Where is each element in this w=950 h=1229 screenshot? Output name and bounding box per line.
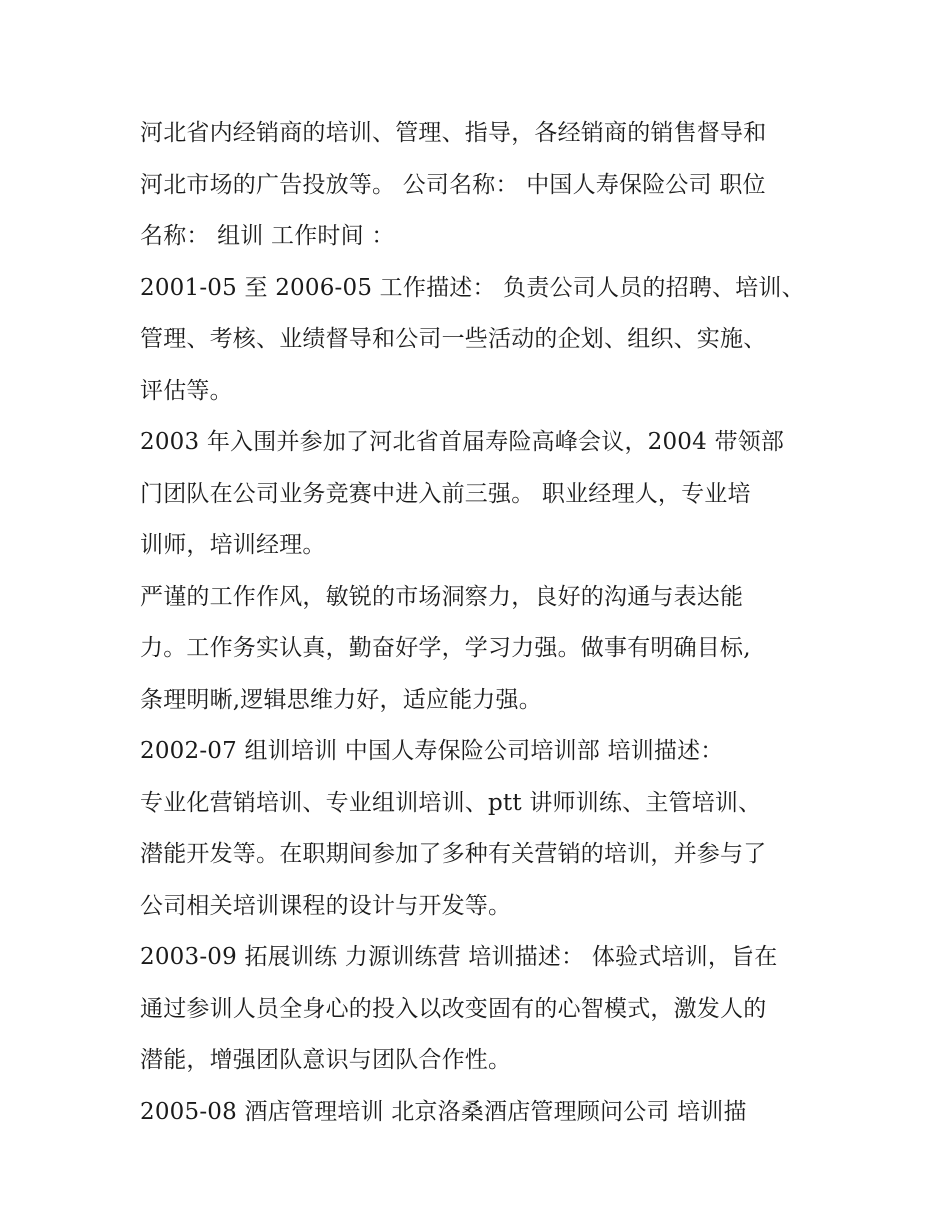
text-line: 2005-08 酒店管理培训 北京洛桑酒店管理顾问公司 培训描 [140, 1098, 747, 1125]
text-line: 2003-09 拓展训练 力源训练营 培训描述： 体验式培训，旨在 [140, 944, 778, 970]
text-line: 潜能开发等。在职期间参加了多种有关营销的培训，并参与了 [140, 841, 767, 867]
text-line: 专业化营销培训、专业组训培训、ptt 讲师训练、主管培训、 [140, 789, 762, 816]
text-line: 2001-05 至 2006-05 工作描述： 负责公司人员的招聘、培训、 [140, 274, 805, 301]
text-line: 管理、考核、业绩督导和公司一些活动的企划、组织、实施、 [140, 326, 767, 352]
text-line: 严谨的工作作风，敏锐的市场洞察力，良好的沟通与表达能 [140, 583, 744, 610]
text-line: 力。工作务实认真，勤奋好学，学习力强。做事有明确目标, [140, 635, 751, 661]
document-body [140, 108, 820, 1138]
text-line: 2003 年入围并参加了河北省首届寿险高峰会议，2004 带领部 [140, 429, 785, 455]
text-line: 通过参训人员全身心的投入以改变固有的心智模式，激发人的 [140, 995, 767, 1022]
text-line: 2002-07 组训培训 中国人寿保险公司培训部 培训描述： [140, 738, 724, 764]
text-line: 河北市场的广告投放等。 公司名称： 中国人寿保险公司 职位 [140, 171, 766, 198]
text-line: 条理明晰,逻辑思维力好，适应能力强。 [140, 686, 542, 713]
text-line: 评估等。 [140, 377, 233, 404]
text-line: 潜能，增强团队意识与团队合作性。 [140, 1047, 512, 1073]
text-line: 河北省内经销商的培训、管理、指导，各经销商的销售督导和 [140, 120, 767, 146]
text-line: 训师，培训经理。 [140, 532, 326, 558]
text-line: 名称： 组训 工作时间 ： [140, 223, 395, 249]
text-line: 门团队在公司业务竞赛中进入前三强。 职业经理人，专业培 [140, 480, 751, 507]
text-line: 公司相关培训课程的设计与开发等。 [140, 892, 512, 919]
